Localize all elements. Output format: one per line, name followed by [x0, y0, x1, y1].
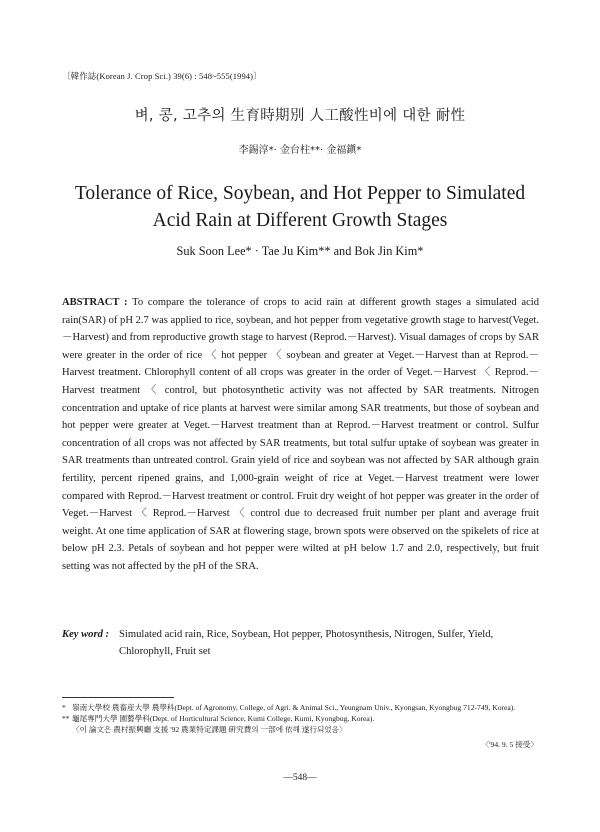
footnote-divider	[62, 697, 174, 698]
footnotes	[62, 702, 539, 735]
received-date: 〈'94. 9. 5 接受〉	[481, 740, 538, 749]
keywords-label: Key word :	[62, 629, 110, 640]
footnote-mark: *	[62, 703, 66, 712]
footnote-text: 〈이 論文은 農村振興廳 支援 '92 農業特定課題 硏究費의 一部에 依해 遂行되었음〉	[72, 725, 347, 734]
english-title-line-2: Acid Rain at Different Growth Stages	[152, 210, 448, 231]
keywords	[62, 626, 539, 660]
english-title	[0, 180, 600, 234]
footnote-text: 嶺南大學校 農畜産大學 農學科(Dept. of Agronomy, College, of Agri. & Animal Sci., Yeungnam Univ., Kyongsan, Kyongbug 712-749, Korea).	[72, 703, 516, 712]
korean-authors: 李錫淳*· 金台柱**· 金福鎭*	[238, 145, 362, 156]
english-title-line-1: Tolerance of Rice, Soybean, and Hot Pepper to Simulated	[74, 183, 526, 204]
abstract-label: ABSTRACT :	[62, 297, 128, 308]
footnote-mark: **	[62, 714, 70, 723]
journal-reference: 〔韓作誌(Korean J. Crop Sci.) 39(6) : 548~555(1994)〕	[62, 71, 262, 81]
footnote-affiliation-2	[62, 713, 539, 724]
footnote-affiliation-1	[62, 702, 539, 713]
abstract	[62, 294, 539, 576]
english-authors: Suk Soon Lee* · Tae Ju Kim** and Bok Jin Kim*	[176, 244, 424, 258]
keywords-text: Simulated acid rain, Rice, Soybean, Hot pepper, Photosynthesis, Nitrogen, Sulfer, Yield, Chlorophyll, Fruit set	[119, 629, 494, 657]
footnote-text: 龜尾專門大學 園藝學科(Dept. of Horticultural Science, Kumi College, Kumi, Kyongbug, Korea).	[72, 714, 375, 723]
page-number: —548—	[283, 773, 317, 783]
footnote-funding	[62, 724, 539, 735]
abstract-text: To compare the tolerance of crops to acid rain at different growth stages a simulated acid rain(SAR) of pH 2.7 was applied to rice, soybean, and hot pepper from vegetative growth stage to harvest(Veget.－Harvest) and from reproductive growth stage to harvest (Reprod.－Harvest). Visual damages of crops by SAR were greater in the order of rice 〈 hot pepper 〈 soybean and greater at Veget.－Harvest than at Reprod.－Harvest treatment. Chlorophyll content of all crops was greater in the order of Veget.－Harvest 〈 Reprod.－Harvest treatment 〈 control, but photosynthetic activity was not affected by SAR treatments. Nitrogen concentration and uptake of rice plants at harvest were similar among SAR treatments, but those of soybean and hot pepper were greater at Veget.－Harvest treatment than at Reprod.－Harvest treatment or control. Sulfur concentration of all crops was not affected by SAR treatments, but total sulfur uptake of soybean was greater in SAR treatments than untreated control. Grain yield of rice and soybean was not affected by SAR although grain fertility, percent ripened grains, and 1,000-grain weight of rice at Veget.－Harvest treatment were lower compared with Reprod.－Harvest treatment or control. Fruit dry weight of hot pepper was greater in the order of Veget.－Harvest 〈 Reprod.－Harvest 〈 control due to decreased fruit number per plant and average fruit weight. At one time application of SAR at flowering stage, brown spots were observed on the spikelets of rice at below pH 2.3. Petals of soybean and hot pepper were wilted at pH below 1.7 and 2.0, respectively, but fruit setting was not affected by the pH of the SRA.	[62, 297, 539, 572]
korean-title: 벼, 콩, 고추의 生育時期別 人工酸性비에 대한 耐性	[134, 108, 466, 124]
